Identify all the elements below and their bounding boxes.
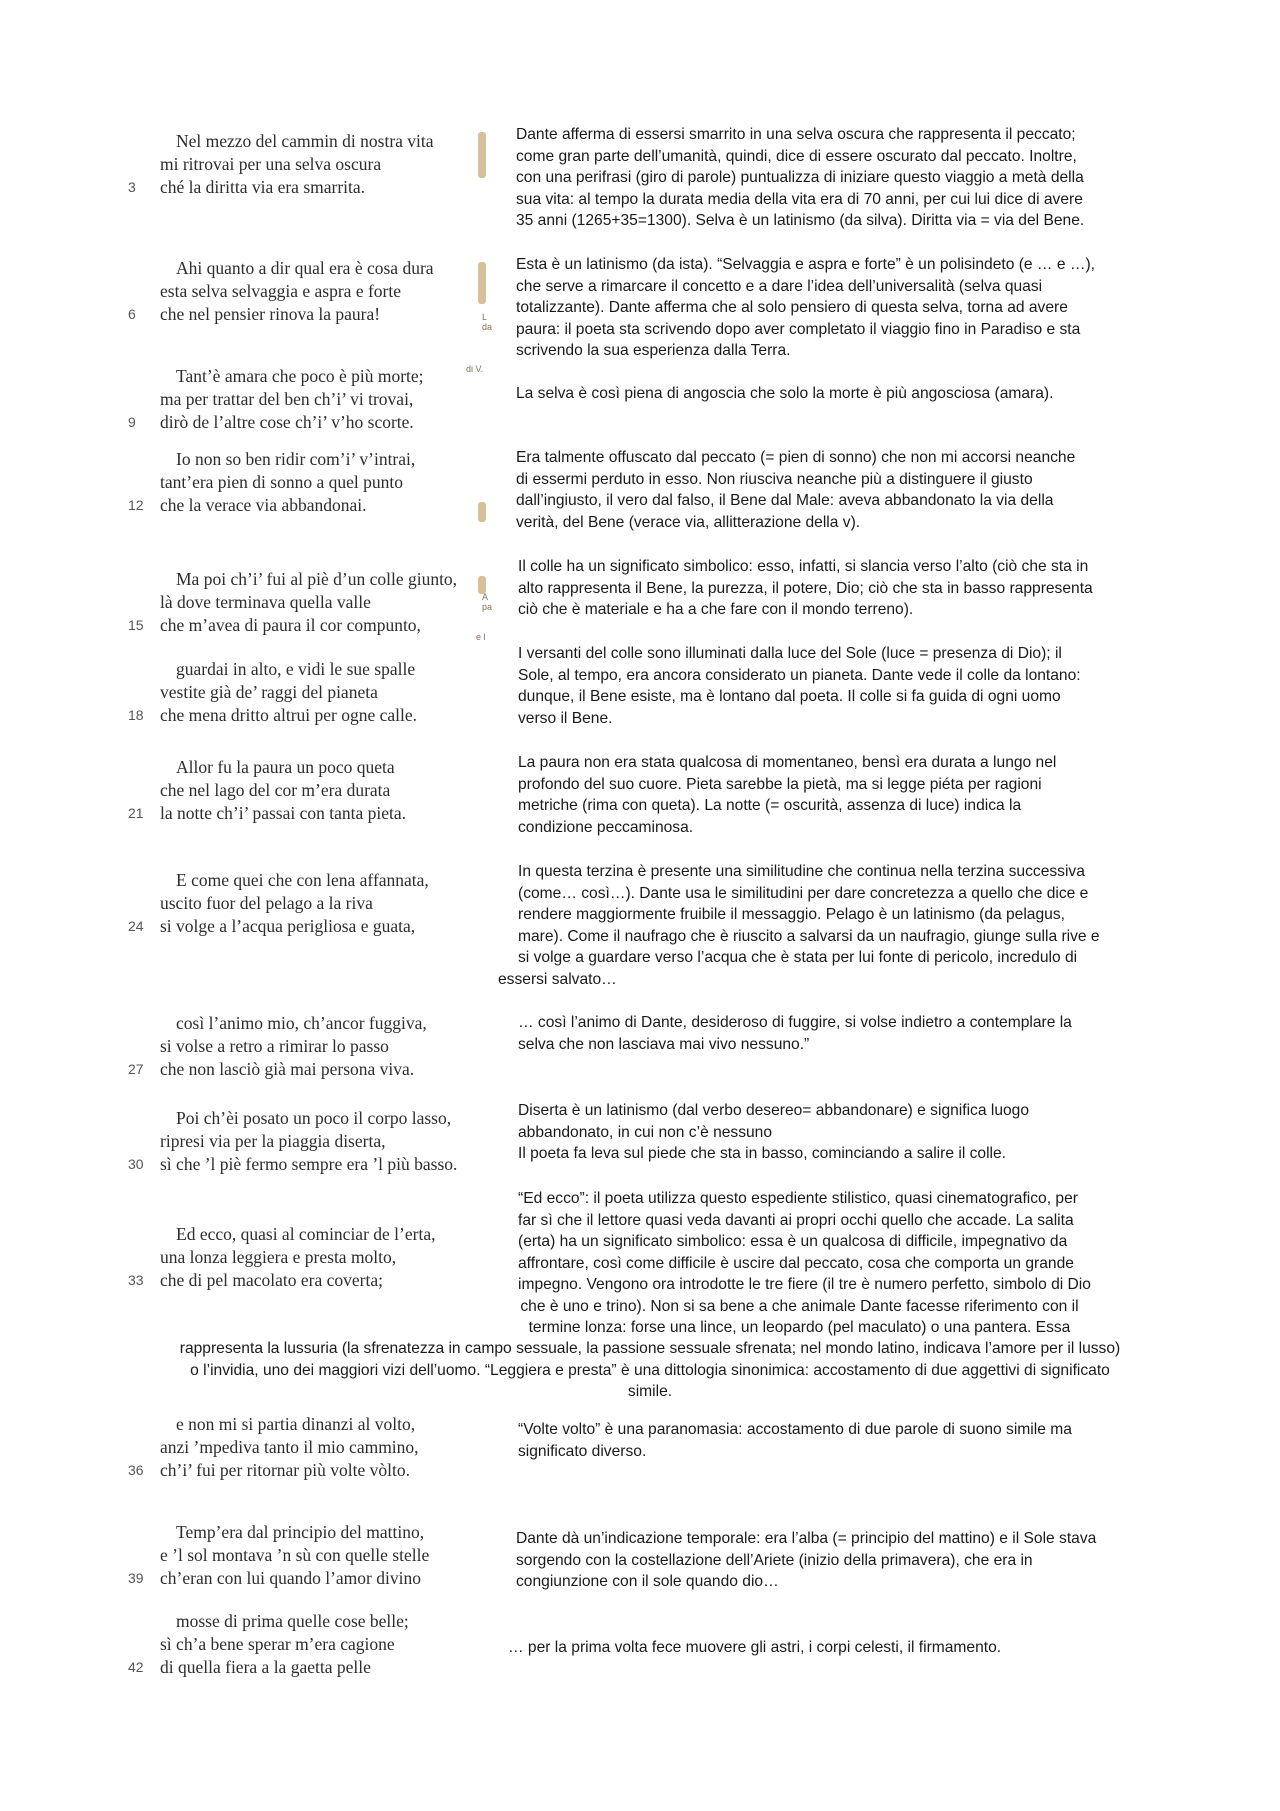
commentary-line: verso il Bene. (518, 709, 613, 727)
commentary-line: mare). Come il naufrago che è riuscito a salvarsi da un naufragio, giunge sulla rive e (518, 927, 1100, 945)
verse-line: Temp’era dal principio del mattino, (176, 1522, 425, 1542)
verse-line: 12 che la verace via abbandonai. (128, 495, 367, 515)
verse-line: Ed ecco, quasi al cominciar de l’erta, (176, 1224, 436, 1244)
tercet-8 (112, 869, 492, 938)
commentary-line: abbandonato, in cui non c’è nessuno (518, 1123, 773, 1141)
verse-line: Tant’è amara che poco è più morte; (176, 366, 424, 386)
verse-line: Ahi quanto a dir qual era è cosa dura (176, 258, 434, 278)
verse-number: 3 (128, 179, 136, 195)
commentary-line: simile. (627, 1383, 673, 1400)
commentary-line: Sole, al tempo, era ancora considerato un pianeta. Dante vede il colle da lontano: (518, 666, 1081, 684)
tercet-12 (112, 1413, 492, 1482)
commentary-line: dunque, il Bene esiste, ma è lontano dal poeta. Il colle si fa guida di ogni uomo (518, 688, 1061, 705)
verse-line: così l’animo mio, ch’ancor fuggiva, (176, 1013, 427, 1033)
verse-number: 27 (128, 1061, 144, 1077)
commentary-line: Era talmente offuscato dal peccato (= pien di sonno) che non mi accorsi neanche (516, 449, 1076, 466)
commentary-2 (516, 254, 1095, 362)
margin-marker (478, 132, 486, 178)
commentary-line: Il poeta fa leva sul piede che sta in basso, cominciando a salire il colle. (518, 1145, 1007, 1162)
commentary-line: sorgendo con la costellazione dell’Ariete (inizio della primavera), che era in (516, 1551, 1033, 1569)
verse-line: esta selva selvaggia e aspra e forte (160, 281, 401, 301)
commentary-line: “Volte volto” è una paranomasia: accostamento di due parole di suono simile ma (518, 1421, 1072, 1438)
commentary-continuation (120, 1338, 1180, 1403)
commentary-line: scrivendo la sua esperienza dalla Terra. (516, 342, 791, 359)
commentary-1 (516, 124, 1084, 232)
verse-line: che nel lago del cor m’era durata (160, 780, 391, 800)
verse-line: uscito fuor del pelago a la riva (160, 893, 373, 913)
commentary-line: (come… così…). Dante usa le similitudini per dare concretezza a quello che dice e (518, 884, 1089, 902)
commentary-11 (508, 1188, 1091, 1339)
verse-line: mosse di prima quelle cose belle; (176, 1611, 409, 1631)
commentary-line: (erta) ha un significato simbolico: essa è un qualcosa di difficile, impegnativo da (518, 1233, 1068, 1250)
verse-line: una lonza leggiera e presta molto, (160, 1247, 397, 1267)
tercet-14 (112, 1610, 492, 1679)
commentary-line: sua vita: al tempo la durata media della vita era di 70 anni, per cui lui dice di avere (516, 190, 1083, 208)
tercet-3 (112, 365, 492, 434)
commentary-9 (518, 1012, 1072, 1055)
commentary-line: Dante dà un’indicazione temporale: era l’alba (= principio del mattino) e il Sole stava (516, 1530, 1097, 1547)
verse-number: 24 (128, 918, 144, 934)
verse-number: 18 (128, 707, 144, 723)
tercet-1 (112, 130, 492, 199)
commentary-10 (518, 1100, 1029, 1165)
tercet-6 (112, 658, 492, 727)
tercet-10 (112, 1107, 492, 1176)
commentary-line: rendere maggiormente fruibile il messaggio. Pelago è un latinismo (da pelagus, (518, 906, 1065, 923)
commentary-line: essersi salvato… (498, 970, 617, 988)
verse-number: 42 (128, 1659, 144, 1675)
commentary-line: ciò che è materiale e ha a che fare con il mondo terreno). (518, 601, 914, 618)
verse-line: mi ritrovai per una selva oscura (160, 154, 382, 174)
verse-line: 42 di quella fiera a la gaetta pelle (128, 1657, 371, 1677)
commentary-5 (518, 556, 1093, 621)
commentary-line: La selva è così piena di angoscia che solo la morte è più angosciosa (amara). (516, 385, 1054, 402)
commentary-line: … così l’animo di Dante, desideroso di fuggire, si volse indietro a contemplare la (518, 1014, 1072, 1031)
commentary-line: come gran parte dell’umanità, quindi, dice di essere oscurato dal peccato. Inoltre, (516, 147, 1077, 165)
commentary-line: La paura non era stata qualcosa di momentaneo, bensì era durata a lungo nel (518, 754, 1057, 771)
tercet-2 (112, 257, 492, 326)
commentary-line: profondo del suo cuore. Pieta sarebbe la pietà, ma si legge piéta per ragioni (518, 775, 1042, 793)
commentary-line: dall’ingiusto, il vero dal falso, il Bene dal Male: aveva abbandonato la via della (516, 492, 1054, 509)
tercet-13 (112, 1521, 492, 1590)
verse-line: 30 sì che ’l piè fermo sempre era ’l più basso. (128, 1154, 458, 1174)
margin-marker (478, 262, 486, 304)
verse-line: 33 che di pel macolato era coverta; (128, 1270, 384, 1290)
verse-line: si volse a retro a rimirar lo passo (160, 1036, 389, 1056)
verse-number: 6 (128, 306, 136, 322)
tercet-4 (112, 448, 492, 517)
commentary-line: impegno. Vengono ora introdotte le tre fiere (il tre è numero perfetto, simbolo di Dio (518, 1276, 1091, 1293)
commentary-4 (516, 447, 1075, 533)
verse-line: vestite già de’ raggi del pianeta (160, 682, 378, 702)
tercet-9 (112, 1012, 492, 1081)
commentary-line: condizione peccaminosa. (518, 818, 694, 836)
verse-number: 33 (128, 1272, 144, 1288)
verse-number: 36 (128, 1462, 144, 1478)
verse-line: tant’era pien di sonno a quel punto (160, 472, 403, 492)
verse-line: guardai in alto, e vidi le sue spalle (176, 659, 416, 679)
commentary-7 (518, 752, 1056, 838)
verse-number: 15 (128, 617, 144, 633)
verse-line: e ’l sol montava ’n sù con quelle stelle (160, 1545, 430, 1565)
verse-line: E come quei che con lena affannata, (176, 870, 429, 890)
commentary-line: “Ed ecco”: il poeta utilizza questo espediente stilistico, quasi cinematografico, per (518, 1190, 1078, 1207)
commentary-line: totalizzante). Dante afferma che al solo pensiero di questa selva, torna ad avere (516, 299, 1068, 316)
commentary-6 (518, 643, 1081, 729)
verse-number: 39 (128, 1570, 144, 1586)
cropped-fragment: L da (482, 312, 493, 332)
verse-line: 27 che non lasciò già mai persona viva. (128, 1059, 415, 1079)
commentary-line: con una perifrasi (giro di parole) puntualizza di iniziare questo viaggio a metà della (516, 169, 1084, 186)
verse-line: là dove terminava quella valle (160, 592, 371, 612)
commentary-line: selva che non lasciava mai vivo nessuno.” (518, 1035, 810, 1053)
commentary-line: si volge a guardare verso l’acqua che è stata per lui fonte di pericolo, incredulo di (518, 949, 1078, 966)
verse-line: 24 si volge a l’acqua perigliosa e guata, (128, 916, 416, 936)
margin-marker (478, 502, 486, 522)
verse-line: Poi ch’èi posato un poco il corpo lasso, (176, 1108, 452, 1128)
cropped-fragment: e l (476, 632, 486, 642)
commentary-8 (498, 861, 1100, 990)
commentary-line: Esta è un latinismo (da ista). “Selvaggia e aspra e forte” è un polisindeto (e … e …), (516, 256, 1095, 273)
verse-line: 3 ché la diritta via era smarrita. (128, 177, 366, 197)
tercet-11 (112, 1223, 492, 1292)
commentary-line: alto rappresenta il Bene, la purezza, il potere, Dio; ciò che sta in basso rappresenta (518, 579, 1093, 597)
commentary-line: rappresenta la lussuria (la sfrenatezza in campo sessuale, la passione sessuale sfrenata; nel mondo latino, indicava l’amore per il lusso) (179, 1340, 1121, 1357)
verse-line: 36 ch’i’ fui per ritornar più volte vòlto. (128, 1460, 410, 1480)
commentary-line: Diserta è un latinismo (dal verbo desereo= abbandonare) e significa luogo (518, 1102, 1030, 1119)
commentary-line: metriche (rima con queta). La notte (= oscurità, assenza di luce) indica la (518, 797, 1022, 814)
verse-number: 12 (128, 497, 144, 513)
verse-number: 9 (128, 414, 136, 430)
commentary-line: Il colle ha un significato simbolico: esso, infatti, si slancia verso l’alto (ciò che sta in (518, 558, 1089, 575)
verse-line: ripresi via per la piaggia diserta, (160, 1131, 386, 1151)
commentary-3 (516, 383, 1053, 405)
commentary-14 (508, 1637, 1001, 1659)
commentary-line: che è uno e trino). Non si sa bene a che animale Dante facesse riferimento con il (520, 1297, 1079, 1315)
cropped-fragment: A pa (482, 592, 493, 612)
tercet-7 (112, 756, 492, 825)
verse-line: anzi ’mpediva tanto il mio cammino, (160, 1437, 419, 1457)
verse-line: 21 la notte ch’i’ passai con tanta pieta. (128, 803, 407, 823)
commentary-line: o l’invidia, uno dei maggiori vizi dell’uomo. “Leggiera e presta” è una dittologia sinonimica: accostamento di due aggettivi di significato (190, 1361, 1110, 1379)
verse-number: 21 (128, 805, 144, 821)
verse-line: Nel mezzo del cammin di nostra vita (176, 131, 434, 151)
commentary-line: termine lonza: forse una lince, un leopardo (pel maculato) o una pantera. Essa (528, 1319, 1071, 1336)
commentary-line: 35 anni (1265+35=1300). Selva è un latinismo (da silva). Diritta via = via del Bene. (516, 212, 1085, 229)
verse-line: 9 dirò de l’altre cose ch’i’ v’ho scorte. (128, 412, 414, 432)
commentary-line: far sì che il lettore quasi veda davanti ai propri occhi quello che accade. La salita (518, 1211, 1074, 1229)
commentary-line: verità, del Bene (verace via, allitterazione della v). (516, 513, 861, 531)
verse-line: Allor fu la paura un poco queta (176, 757, 395, 777)
commentary-line: che serve a rimarcare il concetto e a dare l’idea dell’universalità (selva quasi (516, 277, 1043, 295)
verse-line: 39 ch’eran con lui quando l’amor divino (128, 1568, 421, 1588)
commentary-line: significato diverso. (518, 1442, 647, 1460)
commentary-line: Dante afferma di essersi smarrito in una selva oscura che rappresenta il peccato; (516, 126, 1076, 143)
commentary-line: I versanti del colle sono illuminati dalla luce del Sole (luce = presenza di Dio); il (518, 645, 1062, 662)
verse-number: 30 (128, 1156, 144, 1172)
tercet-5 (112, 568, 492, 637)
verse-line: 18 che mena dritto altrui per ogne calle. (128, 705, 418, 725)
commentary-13 (516, 1528, 1096, 1593)
verse-line: Ma poi ch’i’ fui al piè d’un colle giunto, (176, 569, 458, 589)
verse-line: Io non so ben ridir com’i’ v’intrai, (176, 449, 416, 469)
commentary-line: di essermi perduto in esso. Non riusciva neanche più a distinguere il giusto (516, 470, 1033, 488)
commentary-line: congiunzione con il sole quando dio… (516, 1573, 779, 1590)
commentary-line: paura: il poeta sta scrivendo dopo aver completato il viaggio fino in Paradiso e sta (516, 320, 1081, 338)
commentary-line: … per la prima volta fece muovere gli astri, i corpi celesti, il firmamento. (508, 1639, 1002, 1656)
commentary-line: affrontare, così come difficile è uscire dal peccato, cosa che comporta un grande (518, 1254, 1074, 1272)
commentary-12 (518, 1419, 1072, 1462)
verse-line: sì ch’a bene sperar m’era cagione (160, 1634, 395, 1654)
commentary-line: In questa terzina è presente una similitudine che continua nella terzina successiva (518, 863, 1085, 880)
cropped-fragment: di V. (466, 364, 484, 374)
verse-line: 15 che m’avea di paura il cor compunto, (128, 615, 421, 635)
verse-line: e non mi si partia dinanzi al volto, (176, 1414, 416, 1434)
verse-line: ma per trattar del ben ch’i’ vi trovai, (160, 389, 414, 409)
verse-line: 6 che nel pensier rinova la paura! (128, 304, 381, 324)
